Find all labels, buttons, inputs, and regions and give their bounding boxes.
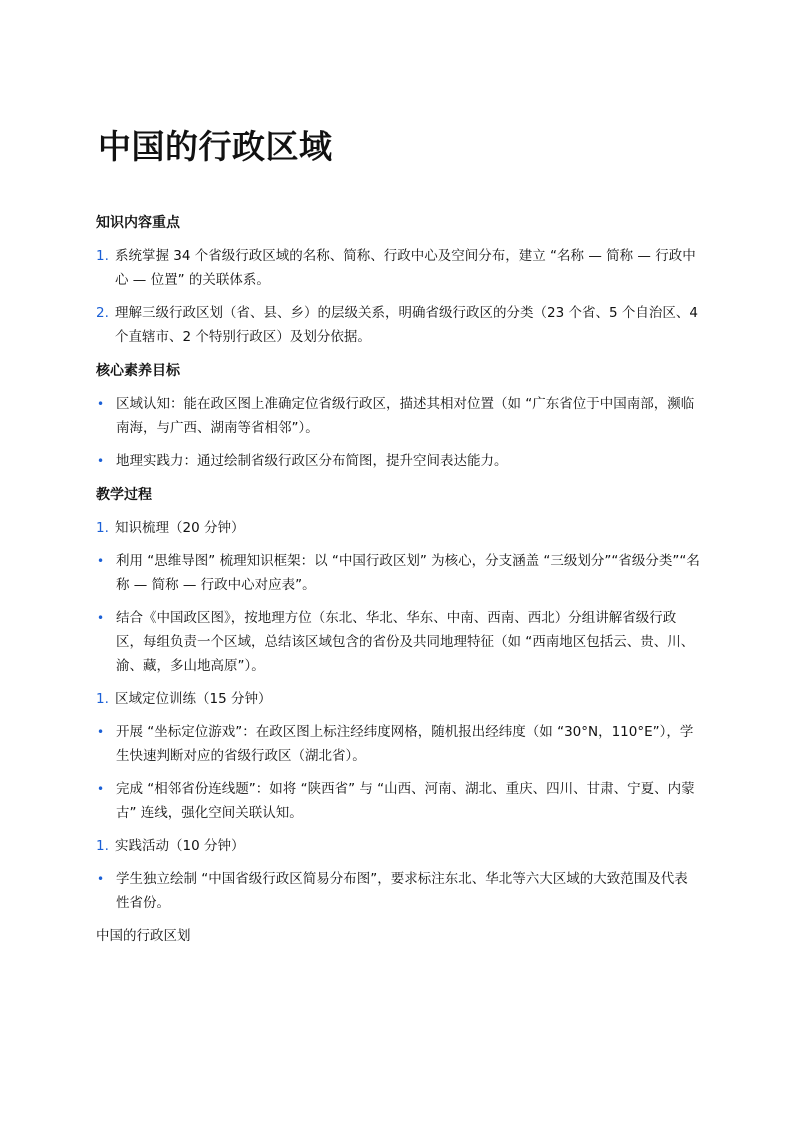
list-number: 1.: [96, 691, 109, 707]
list-number: 2.: [96, 305, 109, 321]
list-item-text: 结合《中国政区图》，按地理方位（东北、华北、华东、中南、西南、西北）分组讲解省级行政区，每组负责一个区域，总结该区域包含的省份及共同地理特征（如 “西南地区包括云、贵、川、渝、藏，多山地高原”）。: [116, 610, 695, 674]
list-item-text: 学生独立绘制 “中国省级行政区简易分布图”，要求标注东北、华北等六大区域的大致范围及代表性省份。: [116, 871, 688, 911]
list-item: [96, 516, 700, 540]
bullet-marker: •: [97, 554, 105, 568]
section-heading-knowledge: 知识内容重点: [96, 215, 180, 231]
list-item-text: 区域定位训练（15 分钟）: [115, 691, 272, 707]
list-item-text: 开展 “坐标定位游戏”：在政区图上标注经纬度网格，随机报出经纬度（如 “30°N，110°E”），学生快速判断对应的省级行政区（湖北省）。: [116, 724, 694, 764]
list-item: [96, 449, 700, 473]
list-item: [96, 301, 700, 349]
list-number: 1.: [96, 248, 109, 264]
list-item-text: 系统掌握 34 个省级行政区域的名称、简称、行政中心及空间分布，建立 “名称 — 简称 — 行政中心 — 位置” 的关联体系。: [115, 248, 696, 288]
list-item: [96, 549, 700, 597]
bullet-marker: •: [97, 397, 105, 411]
list-item: [96, 777, 700, 825]
list-item-text: 知识梳理（20 分钟）: [115, 520, 245, 536]
document-body: [96, 210, 700, 948]
bullet-marker: •: [97, 454, 105, 468]
bullet-marker: •: [97, 782, 105, 796]
list-number: 1.: [96, 520, 109, 536]
page-title: 中国的行政区域: [98, 127, 333, 166]
list-item-text: 利用 “思维导图” 梳理知识框架：以 “中国行政区划” 为核心，分支涵盖 “三级划分”“省级分类”“名称 — 简称 — 行政中心对应表”。: [116, 553, 700, 593]
list-item-text: 完成 “相邻省份连线题”：如将 “陕西省” 与 “山西、河南、湖北、重庆、四川、甘肃、宁夏、内蒙古” 连线，强化空间关联认知。: [116, 781, 695, 821]
list-item-text: 区域认知：能在政区图上准确定位省级行政区，描述其相对位置（如 “广东省位于中国南部，濒临南海，与广西、湖南等省相邻”）。: [116, 396, 695, 436]
bullet-marker: •: [97, 872, 105, 886]
list-item: [96, 392, 700, 440]
section-heading-literacy: 核心素养目标: [96, 363, 180, 379]
list-item-text: 地理实践力：通过绘制省级行政区分布简图，提升空间表达能力。: [116, 453, 508, 469]
list-item: [96, 720, 700, 768]
list-number: 1.: [96, 838, 109, 854]
section-heading-process: 教学过程: [96, 487, 152, 503]
bullet-marker: •: [97, 611, 105, 625]
list-item-text: 理解三级行政区划（省、县、乡）的层级关系，明确省级行政区的分类（23 个省、5 个自治区、4 个直辖市、2 个特别行政区）及划分依据。: [115, 305, 698, 345]
list-item: [96, 606, 700, 678]
bullet-marker: •: [97, 725, 105, 739]
list-item: [96, 244, 700, 292]
list-item: [96, 867, 700, 915]
trailing-heading: 中国的行政区划: [96, 928, 191, 944]
list-item-text: 实践活动（10 分钟）: [115, 838, 245, 854]
list-item: [96, 834, 700, 858]
list-item: [96, 687, 700, 711]
